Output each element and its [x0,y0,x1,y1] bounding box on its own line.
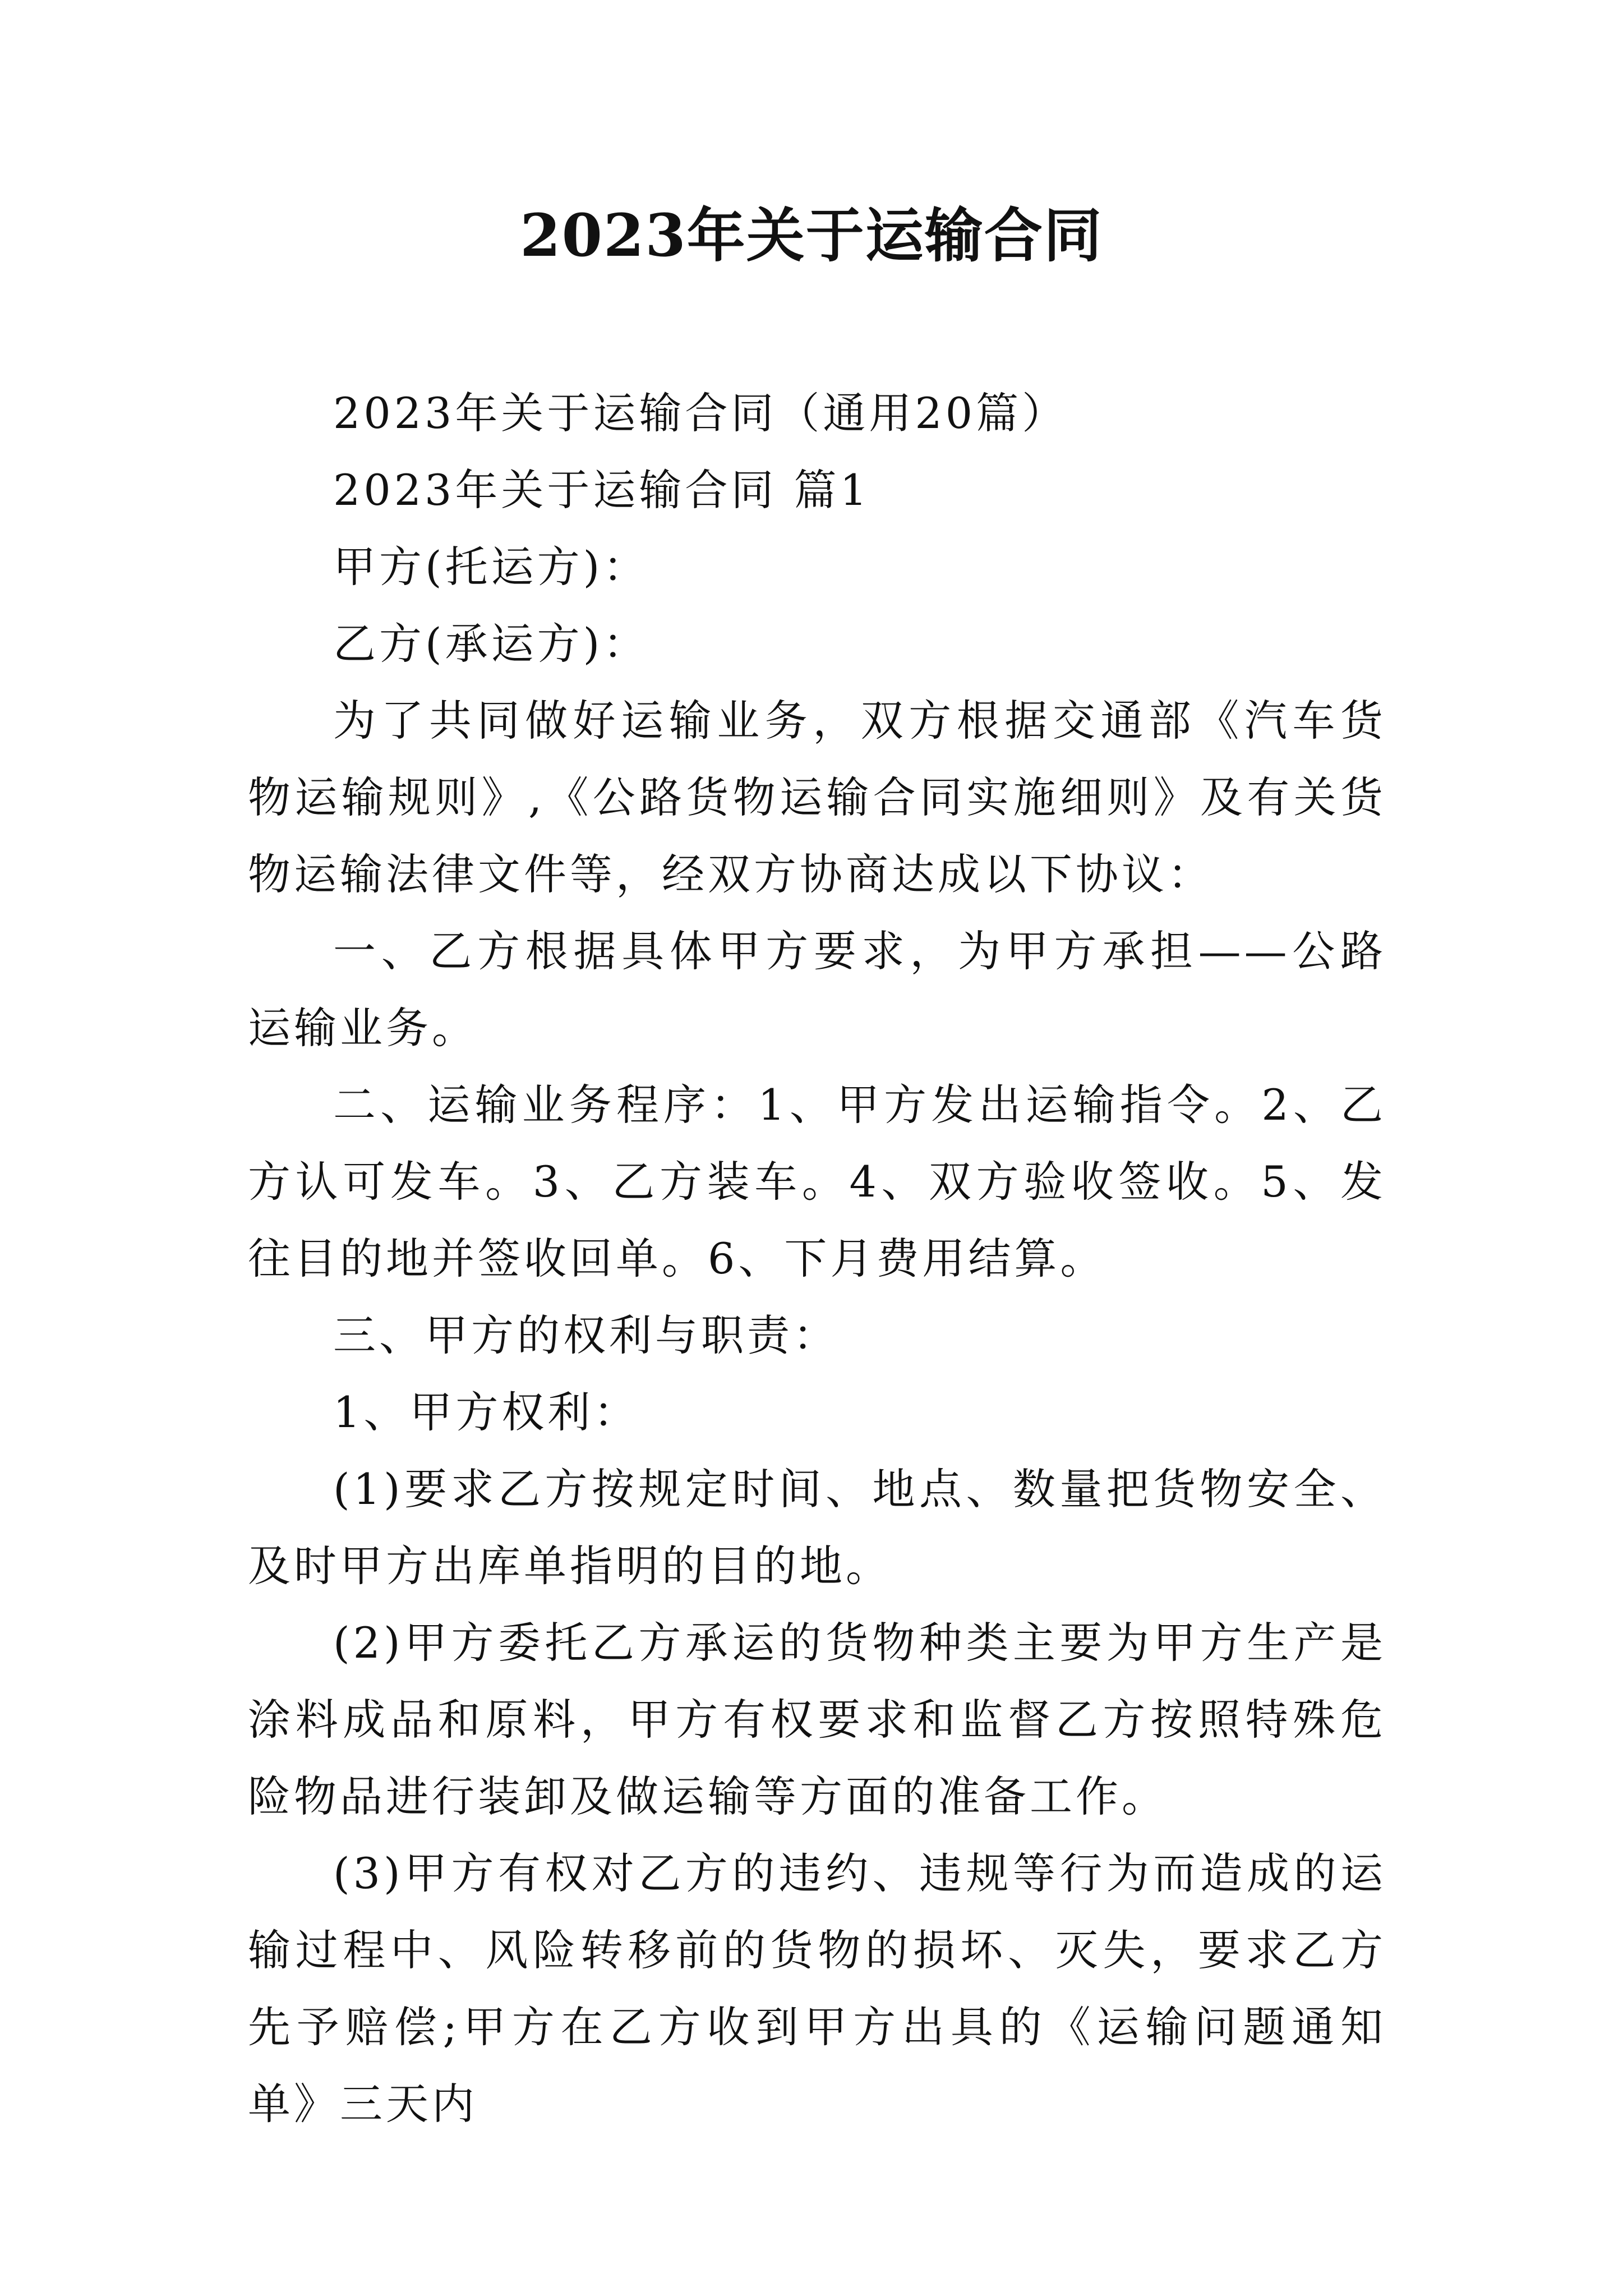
paragraph: 甲方(托运方)： [333,542,649,592]
paragraph: 二、运输业务程序：1、甲方发出运输指令。2、乙方认可发车。3、乙方装车。4、双方验收签收。5、发往目的地并签收回单。6、下月费用结算。 [248,1080,1386,1283]
document-body [248,375,1386,2142]
paragraph: 三、甲方的权利与职责： [333,1310,839,1360]
paragraph: 为了共同做好运输业务，双方根据交通部《汽车货物运输规则》,《公路货物运输合同实施细则》及有关货物运输法律文件等，经双方协商达成以下协议： [248,696,1386,899]
paragraph: 2023年关于运输合同（通用20篇） [333,388,1068,438]
paragraph: (1)要求乙方按规定时间、地点、数量把货物安全、及时甲方出库单指明的目的地。 [248,1464,1386,1591]
paragraph: (2)甲方委托乙方承运的货物种类主要为甲方生产是涂料成品和原料，甲方有权要求和监督乙方按照特殊危险物品进行装卸及做运输等方面的准备工作。 [248,1618,1386,1821]
paragraph: 1、甲方权利： [333,1387,640,1437]
document-title: 2023年关于运输合同 [520,201,1103,270]
paragraph: 一、乙方根据具体甲方要求，为甲方承担——公路运输业务。 [248,926,1386,1053]
paragraph: 2023年关于运输合同 篇1 [333,465,870,515]
paragraph: 乙方(承运方)： [333,619,649,669]
paragraph: (3)甲方有权对乙方的违约、违规等行为而造成的运输过程中、风险转移前的货物的损坏、灭失，要求乙方先予赔偿;甲方在乙方收到甲方出具的《运输问题通知单》三天内 [248,1848,1386,2129]
